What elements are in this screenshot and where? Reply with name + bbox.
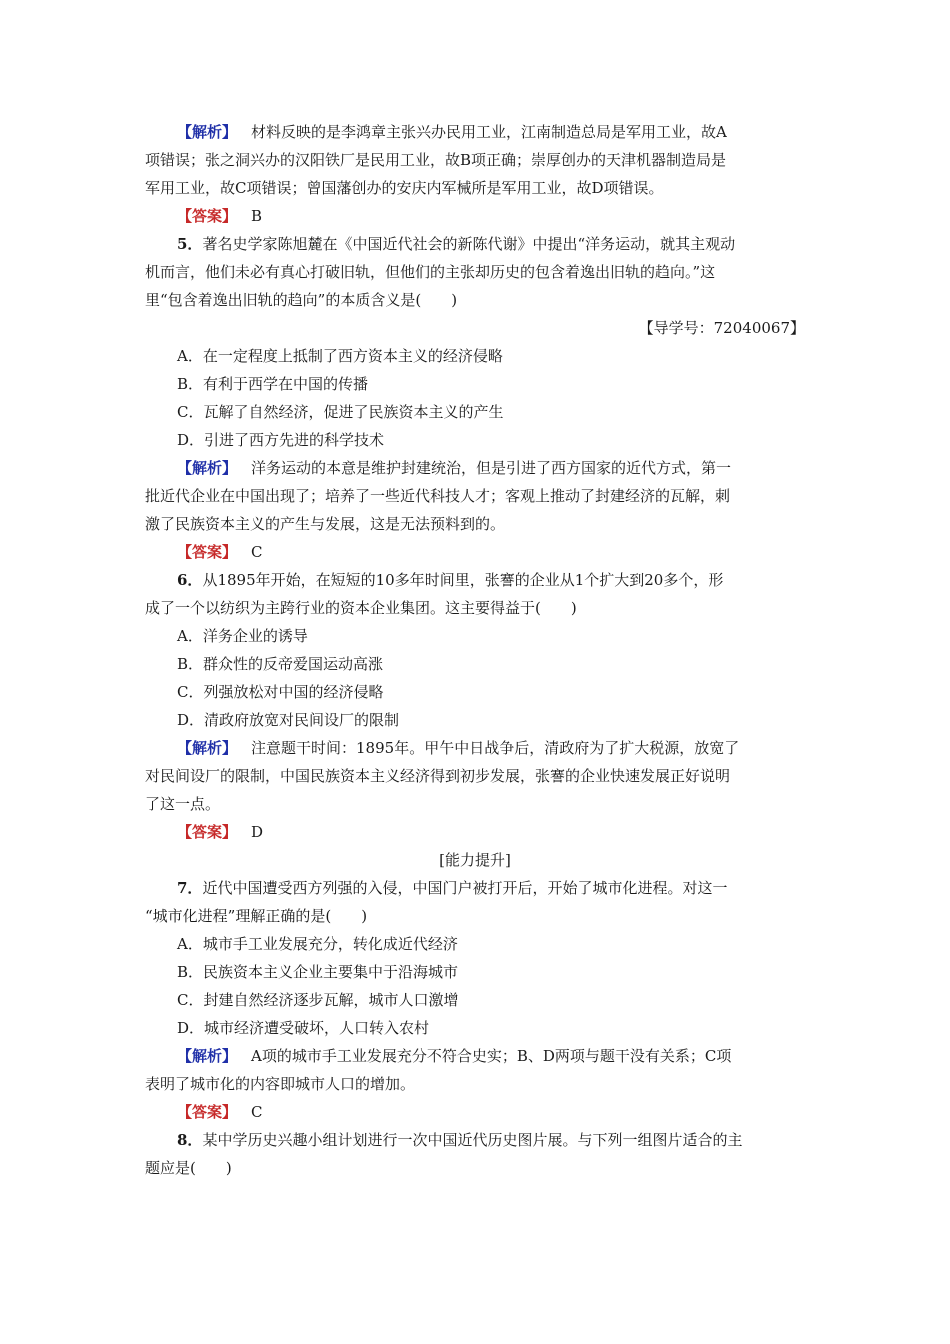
q5-stem-line-1 [145, 230, 805, 258]
stem-text: 近代中国遭受西方列强的入侵，中国门户被打开后，开始了城市化进程。对这一 [202, 879, 728, 897]
q7-option-b: B．民族资本主义企业主要集中于沿海城市 [177, 963, 459, 981]
q5-answer [145, 538, 805, 566]
q4-answer [145, 202, 805, 230]
q6-analysis-line-2: 对民间设厂的限制，中国民族资本主义经济得到初步发展，张謇的企业快速发展正好说明 [145, 767, 731, 785]
q5-stem-line-2: 机而言，他们未必有真心打破旧轨，但他们的主张却历史的包含着逸出旧轨的趋向。”这 [145, 263, 716, 281]
answer-tag: 【答案】 [177, 1103, 238, 1121]
q5-option-b: B．有利于西学在中国的传播 [177, 375, 369, 393]
answer-tag: 【答案】 [177, 207, 238, 225]
q5-option-a: A．在一定程度上抵制了西方资本主义的经济侵略 [177, 347, 503, 365]
analysis-tag: 【解析】 [177, 739, 238, 757]
q7-option-c: C．封建自然经济逐步瓦解，城市人口激增 [177, 991, 459, 1009]
q5-analysis-line-1 [145, 454, 805, 482]
question-number: 8． [177, 1131, 203, 1149]
q5-option-d: D．引进了西方先进的科学技术 [177, 431, 385, 449]
q8-stem-line-2: 题应是( ) [145, 1159, 232, 1177]
q6-option-b: B．群众性的反帝爱国运动高涨 [177, 655, 384, 673]
q7-option-d: D．城市经济遭受破坏，人口转入农村 [177, 1019, 430, 1037]
q7-analysis-line-1 [145, 1042, 805, 1070]
analysis-tag: 【解析】 [177, 1047, 238, 1065]
q6-stem-line-1 [145, 566, 805, 594]
q5-stem-line-3: 里“包含着逸出旧轨的趋向”的本质含义是( ) [145, 291, 458, 309]
q6-option-d: D．清政府放宽对民间设厂的限制 [177, 711, 400, 729]
q6-option-c: C．列强放松对中国的经济侵略 [177, 683, 384, 701]
q7-option-a: A．城市手工业发展充分，转化成近代经济 [177, 935, 458, 953]
question-number: 5． [177, 235, 203, 253]
answer-value: C [251, 1103, 263, 1121]
q4-analysis-line-2: 项错误；张之洞兴办的汉阳铁厂是民用工业，故B项正确；崇厚创办的天津机器制造局是 [145, 151, 727, 169]
analysis-text: 洋务运动的本意是维护封建统治，但是引进了西方国家的近代方式，第一 [251, 459, 732, 477]
q5-analysis-line-3: 激了民族资本主义的产生与发展，这是无法预料到的。 [145, 515, 506, 533]
q7-answer [145, 1098, 805, 1126]
q6-stem-line-2: 成了一个以纺织为主跨行业的资本企业集团。这主要得益于( ) [145, 599, 577, 617]
answer-value: C [251, 543, 263, 561]
q8-stem-line-1 [145, 1126, 805, 1154]
analysis-tag: 【解析】 [177, 459, 238, 477]
q7-stem-line-1 [145, 874, 805, 902]
q6-answer [145, 818, 805, 846]
stem-text: 著名史学家陈旭麓在《中国近代社会的新陈代谢》中提出“洋务运动，就其主观动 [202, 235, 736, 253]
analysis-tag: 【解析】 [177, 123, 238, 141]
stem-text: 从1895年开始，在短短的10多年时间里，张謇的企业从1个扩大到20多个，形 [202, 571, 724, 589]
q4-analysis-line-3: 军用工业，故C项错误；曾国藩创办的安庆内军械所是军用工业，故D项错误。 [145, 179, 664, 197]
analysis-text: 注意题干时间：1895年。甲午中日战争后，清政府为了扩大税源，放宽了 [251, 739, 740, 757]
q6-option-a: A．洋务企业的诱导 [177, 627, 308, 645]
q5-option-c: C．瓦解了自然经济，促进了民族资本主义的产生 [177, 403, 504, 421]
stem-text: 某中学历史兴趣小组计划进行一次中国近代历史图片展。与下列一组图片适合的主 [202, 1131, 743, 1149]
analysis-text: 材料反映的是李鸿章主张兴办民用工业，江南制造总局是军用工业，故A [251, 123, 727, 141]
answer-value: D [251, 823, 264, 841]
q7-analysis-line-2: 表明了城市化的内容即城市人口的增加。 [145, 1075, 416, 1093]
q4-analysis-line-1 [145, 118, 805, 146]
section-title: [能力提升] [439, 851, 511, 869]
question-number: 6． [177, 571, 203, 589]
q5-analysis-line-2: 批近代企业在中国出现了；培养了一些近代科技人才；客观上推动了封建经济的瓦解，刺 [145, 487, 731, 505]
question-number: 7． [177, 879, 203, 897]
q6-analysis-line-3: 了这一点。 [145, 795, 221, 813]
q7-stem-line-2: “城市化进程”理解正确的是( ) [145, 907, 368, 925]
answer-value: B [251, 207, 263, 225]
answer-tag: 【答案】 [177, 823, 238, 841]
guide-number: 【导学号：72040067】 [638, 319, 805, 337]
document-page [145, 118, 805, 1182]
analysis-text: A项的城市手工业发展充分不符合史实；B、D两项与题干没有关系；C项 [251, 1047, 732, 1065]
q6-analysis-line-1 [145, 734, 805, 762]
answer-tag: 【答案】 [177, 543, 238, 561]
